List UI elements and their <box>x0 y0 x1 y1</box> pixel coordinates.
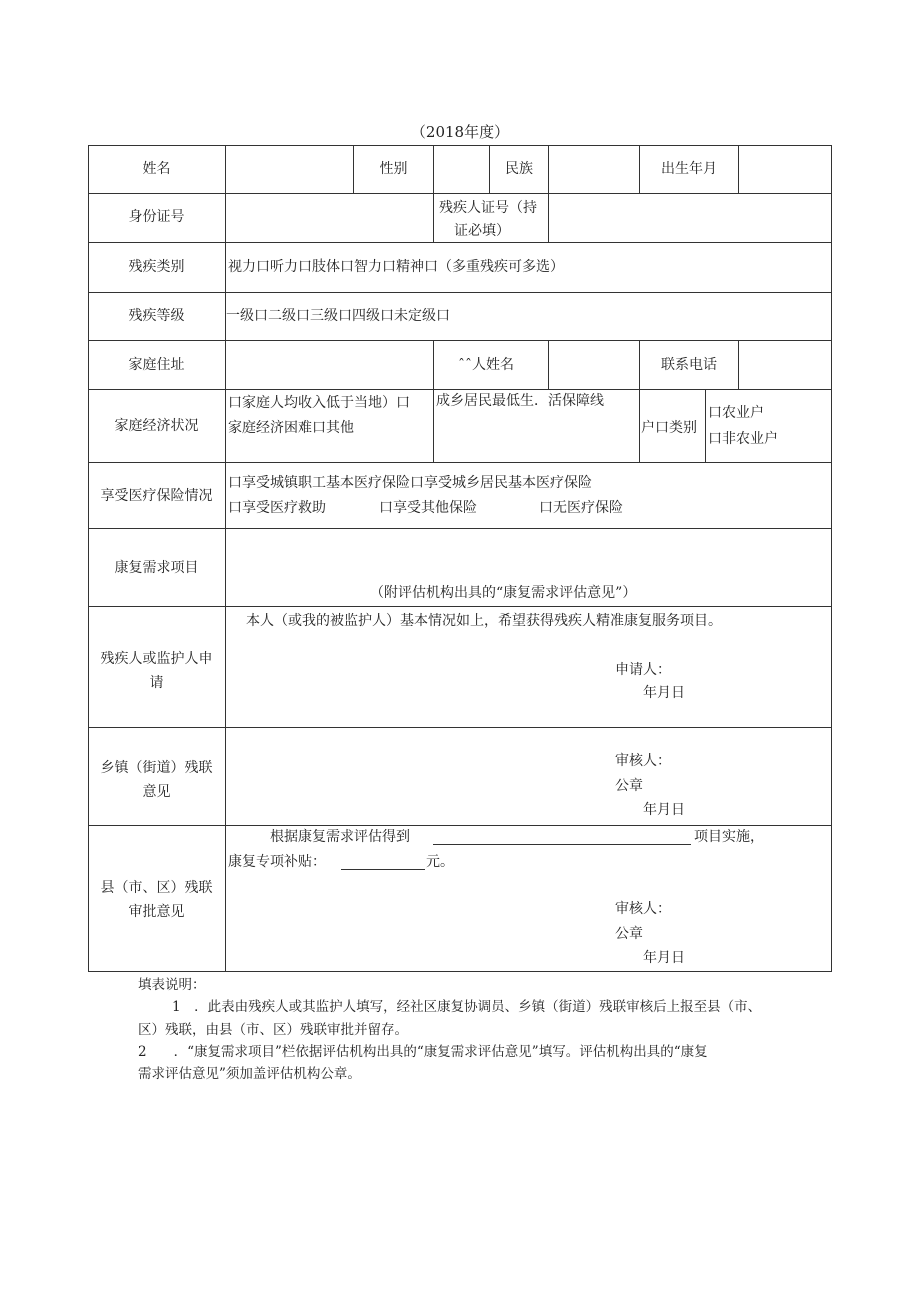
gender-label: 性别 <box>379 161 408 177</box>
applicant-signer: 申请人： <box>615 662 671 678</box>
applicant-statement: 本人（或我的被监护人）基本情况如上，希望获得残疾人精准康复服务项目。 <box>246 613 722 629</box>
insurance-label: 享受医疗保险情况 <box>100 488 213 504</box>
address-label: 家庭住址 <box>128 357 185 373</box>
economy-options-line1[interactable]: 口家庭人均收入低于当地）口 <box>228 395 410 411</box>
township-date: 年月日 <box>643 802 685 818</box>
applicant-label: 残疾人或监护人申 <box>100 651 213 667</box>
county-line2-suffix: 元。 <box>426 854 454 870</box>
township-label-line2: 意见 <box>142 784 171 800</box>
notes-title: 填表说明： <box>138 977 206 993</box>
id-number-label: 身份证号 <box>128 209 185 225</box>
disability-cert-label: 残疾人证号（持 <box>439 200 537 216</box>
row-divider <box>88 292 832 293</box>
county-date: 年月日 <box>643 950 685 966</box>
year-label: （2018年度） <box>410 123 510 141</box>
col-divider <box>738 340 739 389</box>
phone-label: 联系电话 <box>661 357 717 373</box>
hukou-option-agri[interactable]: 口农业户 <box>708 405 764 421</box>
table-border-bottom <box>88 971 832 972</box>
col-divider <box>433 193 434 242</box>
col-divider <box>548 145 549 193</box>
col-divider <box>639 389 640 462</box>
label-column-divider <box>225 145 226 972</box>
col-divider <box>433 389 434 462</box>
col-divider <box>548 193 549 242</box>
note-2-line1: 2 ．“康复需求项目”栏依据评估机构出具的“康复需求评估意见”填写。评估机构出具的“康复 <box>138 1044 708 1060</box>
disability-level-options[interactable]: 一级口二级口三级口四级口未定级口 <box>226 308 450 324</box>
table-border-right <box>831 145 832 972</box>
township-reviewer: 审核人： <box>615 753 671 769</box>
birth-label: 出生年月 <box>661 161 717 177</box>
row-divider <box>88 193 832 194</box>
col-divider <box>433 340 434 389</box>
applicant-label-line2: 请 <box>149 675 164 691</box>
township-label: 乡镇（街道）残联 <box>100 760 213 776</box>
row-divider <box>88 242 832 243</box>
subsidy-amount-blank[interactable] <box>341 855 425 870</box>
disability-level-label: 残疾等级 <box>128 308 185 324</box>
col-divider <box>738 145 739 193</box>
note-1-line2: 区）残联，由县（市、区）残联审批并留存。 <box>138 1022 408 1038</box>
county-label: 县（市、区）残联 <box>100 880 213 896</box>
row-divider <box>88 389 832 390</box>
hukou-label: 户口类别 <box>641 420 697 436</box>
economy-options-line2[interactable]: 家庭经济困难口其他 <box>228 420 354 436</box>
disability-type-label: 残疾类别 <box>128 259 185 275</box>
township-seal: 公章 <box>615 778 643 794</box>
ethnicity-label: 民族 <box>505 161 533 177</box>
col-divider <box>548 340 549 389</box>
county-seal: 公章 <box>615 926 643 942</box>
applicant-date: 年月日 <box>643 685 685 701</box>
economy-options-line3: 成乡居民最低生．活保障线 <box>436 393 604 409</box>
rehab-project-blank[interactable] <box>433 830 691 845</box>
guardian-name-label: ˆˆ人姓名 <box>458 357 514 373</box>
name-label: 姓名 <box>142 161 171 177</box>
table-border-top <box>88 145 832 146</box>
insurance-options-line1[interactable]: 口享受城镇职工基本医疗保险口享受城乡居民基本医疗保险 <box>228 475 592 491</box>
county-line1-suffix: 项目实施， <box>694 829 764 845</box>
insurance-option-other[interactable]: 口享受其他保险 <box>379 500 477 516</box>
col-divider <box>705 389 706 462</box>
row-divider <box>88 340 832 341</box>
note-2-line2: 需求评估意见”须加盖评估机构公章。 <box>138 1066 361 1082</box>
insurance-option-assistance[interactable]: 口享受医疗救助 <box>228 500 326 516</box>
county-line1-prefix: 根据康复需求评估得到 <box>270 829 410 845</box>
county-label-line2: 审批意见 <box>128 904 185 920</box>
row-divider <box>88 462 832 463</box>
rehab-items-note: （附评估机构出具的“康复需求评估意见”） <box>370 585 637 601</box>
application-form-table <box>88 145 832 972</box>
county-line2-prefix: 康复专项补贴： <box>228 854 326 870</box>
disability-cert-label-line2: 证必填） <box>454 223 510 239</box>
insurance-option-none[interactable]: 口无医疗保险 <box>539 500 623 516</box>
economy-label: 家庭经济状况 <box>114 418 199 434</box>
note-1-line1: 1 ．此表由残疾人或其监护人填写，经社区康复协调员、乡镇（街道）残联审核后上报至县（市、 <box>172 999 762 1015</box>
col-divider <box>433 145 434 193</box>
row-divider <box>88 606 832 607</box>
row-divider <box>88 825 832 826</box>
row-divider <box>88 727 832 728</box>
row-divider <box>88 528 832 529</box>
county-reviewer: 审核人： <box>615 901 671 917</box>
hukou-option-nonagri[interactable]: 口非农业户 <box>708 431 778 447</box>
disability-type-options[interactable]: 视力口听力口肢体口智力口精神口（多重残疾可多选） <box>228 259 564 275</box>
rehab-items-label: 康复需求项目 <box>114 560 199 576</box>
